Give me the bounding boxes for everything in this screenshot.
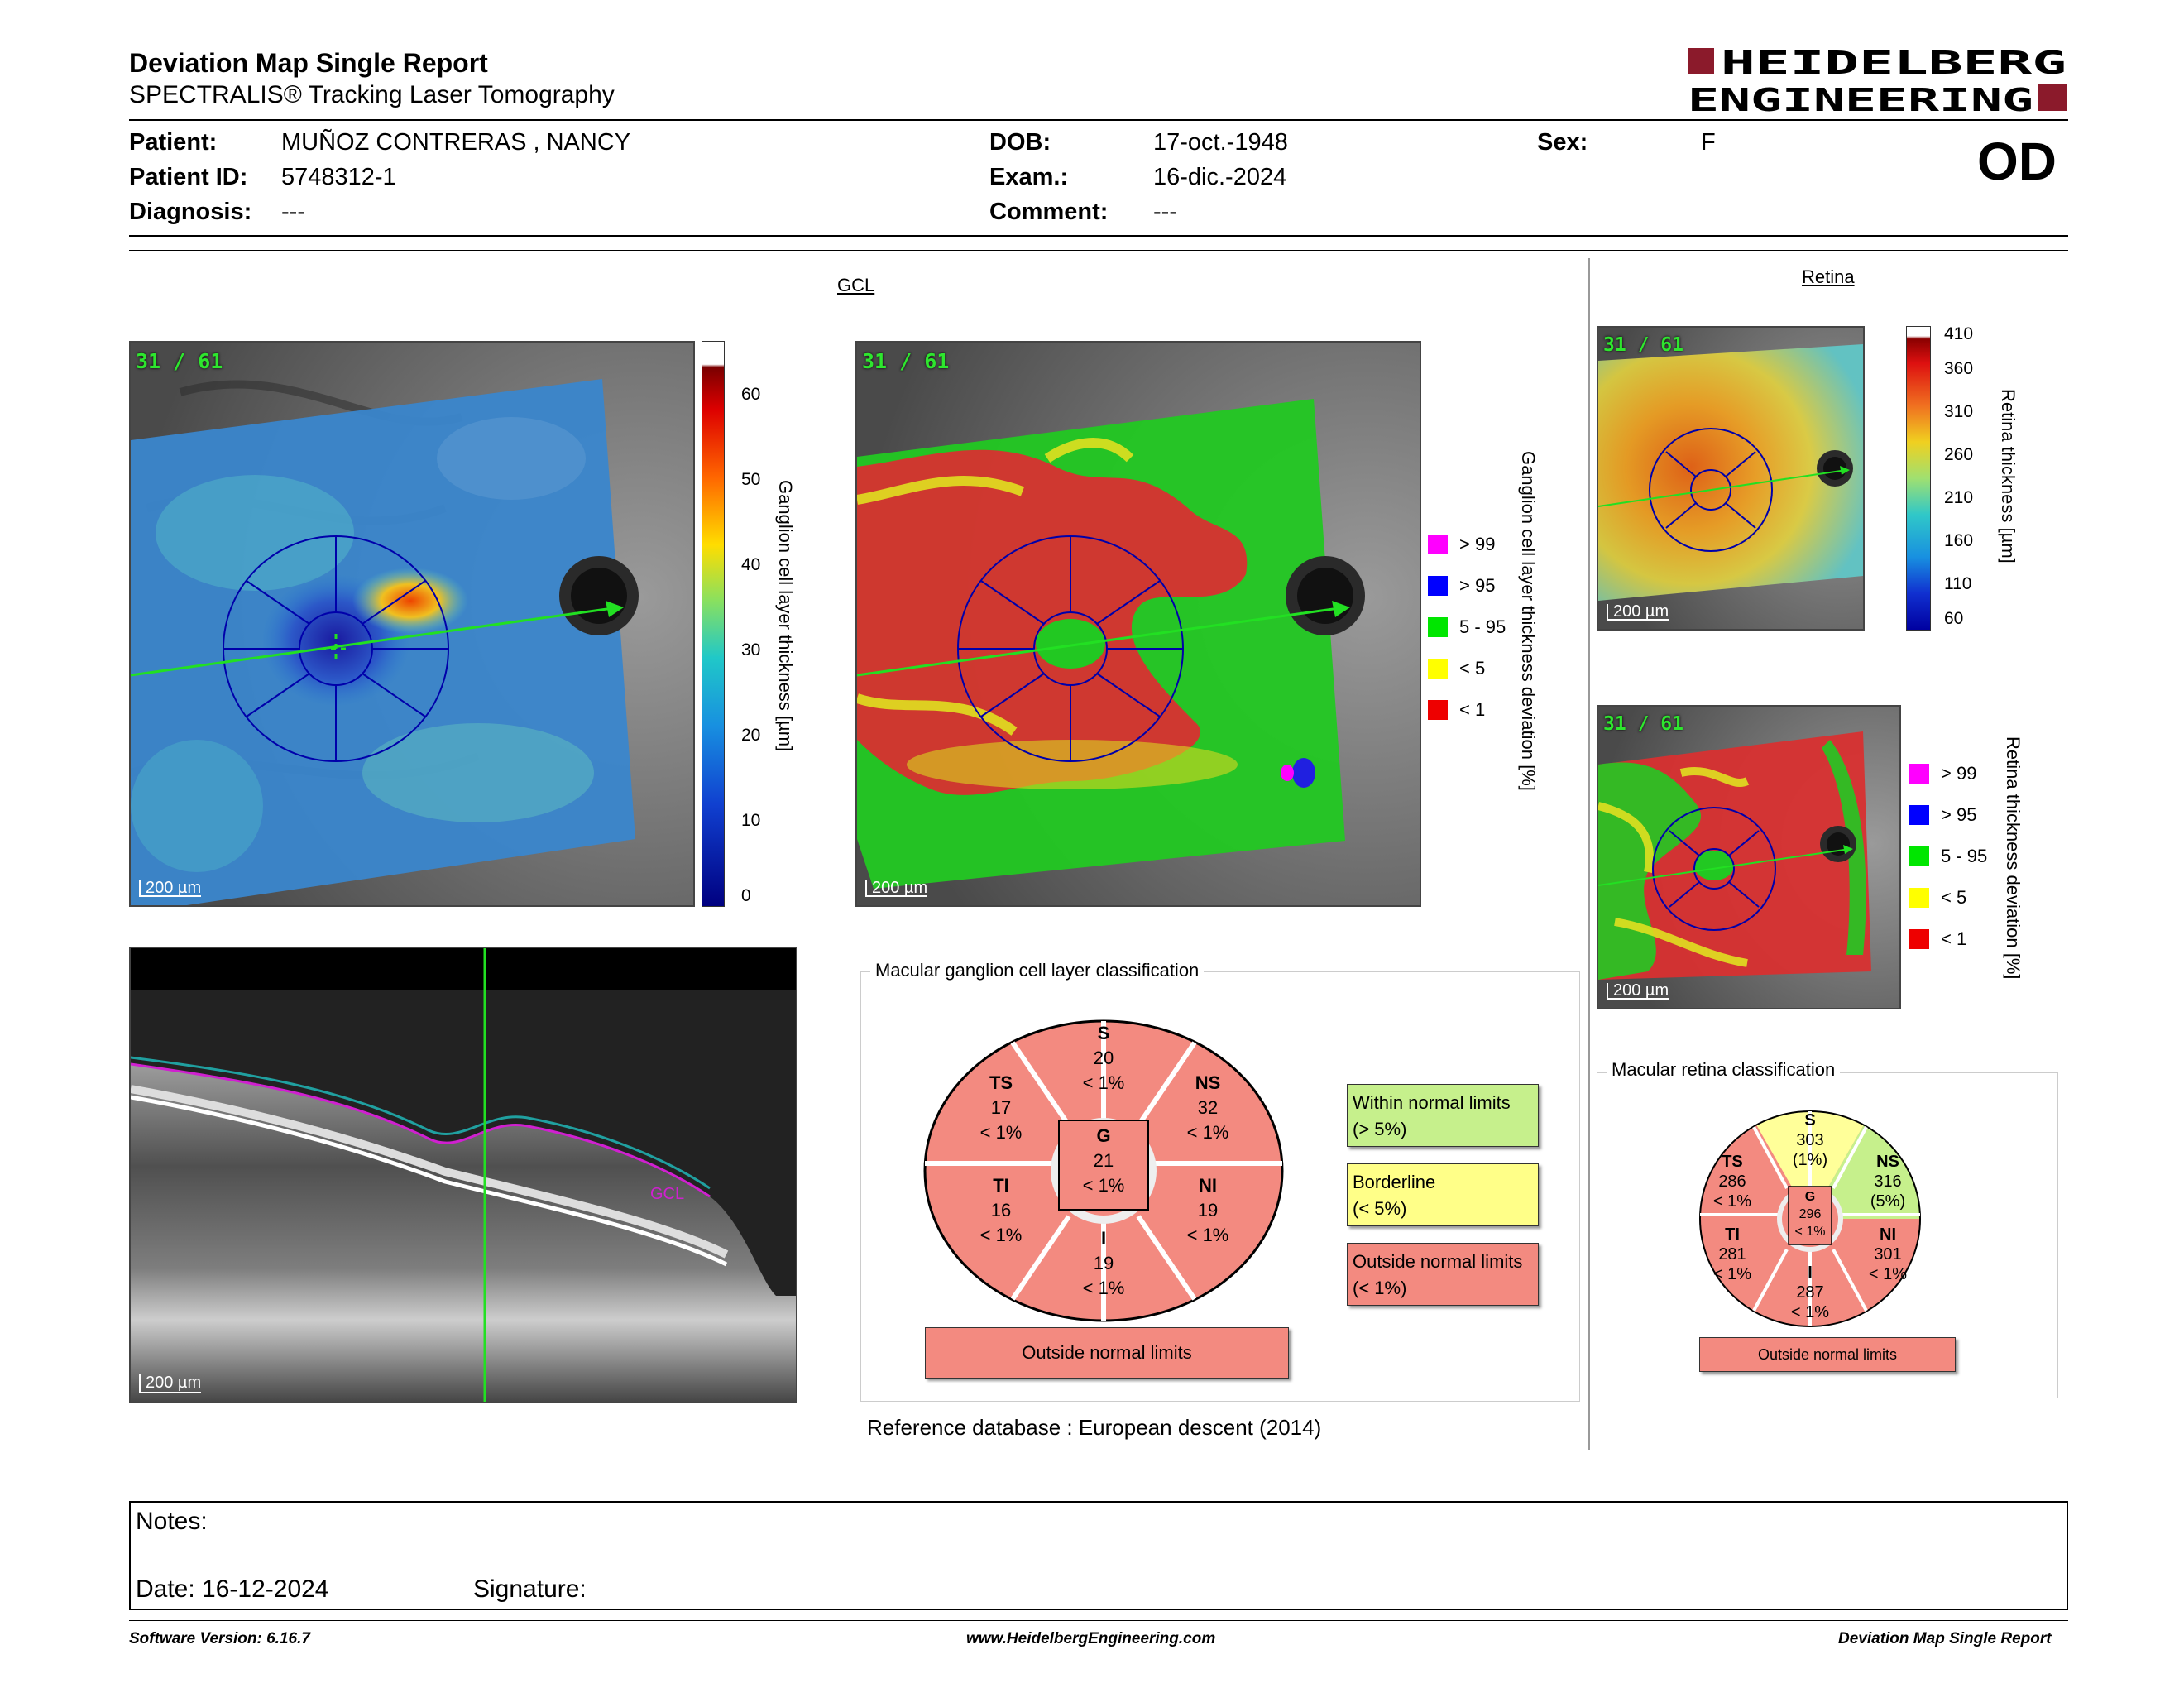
legend-swatch bbox=[1909, 764, 1929, 784]
legend-borderline: Borderline (< 5%) bbox=[1347, 1163, 1539, 1226]
gcl-tick-50: 50 bbox=[741, 470, 761, 489]
signature-label: Signature: bbox=[473, 1575, 587, 1603]
patient-divider-2 bbox=[129, 250, 2068, 251]
gcl-map-frame-badge: 31 / 61 bbox=[136, 349, 223, 373]
gcl-map-scale: 200 µm bbox=[139, 880, 201, 897]
section-divider bbox=[1588, 258, 1590, 1450]
patient-divider-1 bbox=[129, 235, 2068, 237]
retina-sector-g: G 296 < 1% bbox=[1794, 1190, 1826, 1239]
sex-value: F bbox=[1701, 129, 1716, 156]
logo-text-2: ENGINEERING bbox=[1688, 82, 2033, 116]
gcl-legend-gt99: > 99 bbox=[1428, 534, 1495, 555]
website-link[interactable]: www.HeidelbergEngineering.com bbox=[966, 1630, 1216, 1647]
retina-deviation-frame-badge: 31 / 61 bbox=[1603, 713, 1684, 735]
retina-section-title: Retina bbox=[1802, 266, 1855, 287]
retina-result-box: Outside normal limits bbox=[1699, 1337, 1956, 1372]
retina-map-scale: 200 µm bbox=[1607, 604, 1669, 621]
logo-text-1: HEIDELBERG bbox=[1721, 46, 2067, 81]
gcl-legend-lt1: < 1 bbox=[1428, 699, 1485, 721]
legend-swatch bbox=[1428, 617, 1448, 637]
exam-value: 16-dic.-2024 bbox=[1153, 164, 1287, 190]
retina-sector-ni: NI 301 < 1% bbox=[1868, 1225, 1908, 1283]
gcl-thickness-colorbar bbox=[702, 341, 725, 907]
retina-tick-360: 360 bbox=[1944, 359, 1974, 378]
retina-tick-110: 110 bbox=[1944, 574, 1972, 593]
software-version: Software Version: 6.16.7 bbox=[129, 1630, 310, 1647]
bscan-scale: 200 µm bbox=[139, 1374, 201, 1393]
legend-swatch bbox=[1428, 576, 1448, 596]
gcl-thickness-map bbox=[129, 341, 695, 907]
retina-sector-ns: NS 316 (5%) bbox=[1870, 1153, 1906, 1211]
retina-sector-i: I 287 < 1% bbox=[1790, 1264, 1830, 1321]
retina-sector-ts: TS 286 < 1% bbox=[1712, 1153, 1752, 1211]
eye-indicator: OD bbox=[1977, 132, 2057, 191]
retina-sector-ti: TI 281 < 1% bbox=[1712, 1225, 1752, 1283]
gcl-deviation-scale: 200 µm bbox=[865, 880, 927, 897]
legend-swatch bbox=[1428, 700, 1448, 720]
retina-deviation-map bbox=[1597, 705, 1901, 1009]
retina-legend-gt99: > 99 bbox=[1909, 763, 1976, 784]
retina-tick-160: 160 bbox=[1944, 531, 1974, 550]
gcl-legend-lt5: < 5 bbox=[1428, 658, 1485, 679]
gcl-sector-ni: NI 19 < 1% bbox=[1186, 1175, 1229, 1245]
patient-label: Patient: bbox=[129, 129, 218, 156]
gcl-sector-chart bbox=[922, 1018, 1286, 1324]
dob-value: 17-oct.-1948 bbox=[1153, 129, 1288, 156]
gcl-sector-g: G 21 < 1% bbox=[1082, 1125, 1125, 1196]
gcl-deviation-map bbox=[855, 341, 1421, 907]
retina-deviation-axis-label: Retina thickness deviation [%] bbox=[2003, 736, 2024, 980]
retina-thickness-map bbox=[1597, 326, 1865, 631]
gcl-tick-0: 0 bbox=[741, 886, 751, 905]
reference-database: Reference database : European descent (2014) bbox=[867, 1415, 1322, 1440]
retina-legend-lt5: < 5 bbox=[1909, 887, 1966, 909]
retina-legend-gt95: > 95 bbox=[1909, 804, 1976, 826]
retina-classification-title: Macular retina classification bbox=[1607, 1059, 1840, 1081]
retina-tick-410: 410 bbox=[1944, 324, 1974, 343]
patient-id: 5748312-1 bbox=[281, 164, 396, 190]
gcl-deviation-frame-badge: 31 / 61 bbox=[862, 349, 950, 373]
gcl-section-title: GCL bbox=[837, 275, 875, 295]
gcl-deviation-axis-label: Ganglion cell layer thickness deviation [%] bbox=[1518, 451, 1539, 791]
gcl-tick-40: 40 bbox=[741, 555, 761, 574]
legend-swatch bbox=[1909, 888, 1929, 908]
retina-map-frame-badge: 31 / 61 bbox=[1603, 334, 1684, 356]
legend-swatch bbox=[1428, 659, 1448, 679]
gcl-sector-i: I 19 < 1% bbox=[1082, 1228, 1125, 1298]
diagnosis-label: Diagnosis: bbox=[129, 199, 252, 225]
retina-tick-260: 260 bbox=[1944, 445, 1974, 464]
retina-tick-210: 210 bbox=[1944, 488, 1974, 507]
legend-swatch bbox=[1909, 846, 1929, 866]
bscan-layer-label: GCL bbox=[650, 1185, 685, 1203]
legend-within-normal: Within normal limits (> 5%) bbox=[1347, 1084, 1539, 1147]
gcl-thickness-axis-label: Ganglion cell layer thickness [µm] bbox=[775, 480, 796, 752]
diagnosis-value: --- bbox=[281, 199, 305, 225]
report-subtitle: SPECTRALIS® Tracking Laser Tomography bbox=[129, 81, 615, 108]
retina-legend-lt1: < 1 bbox=[1909, 928, 1966, 950]
comment-label: Comment: bbox=[989, 199, 1109, 225]
dob-label: DOB: bbox=[989, 129, 1051, 156]
legend-swatch bbox=[1428, 535, 1448, 554]
retina-tick-60: 60 bbox=[1944, 609, 1964, 628]
retina-tick-310: 310 bbox=[1944, 402, 1974, 421]
legend-swatch bbox=[1909, 805, 1929, 825]
gcl-tick-10: 10 bbox=[741, 811, 761, 830]
header-divider bbox=[129, 119, 2068, 121]
footer-divider bbox=[129, 1620, 2068, 1621]
gcl-legend-gt95: > 95 bbox=[1428, 575, 1495, 597]
gcl-classification-title: Macular ganglion cell layer classification bbox=[870, 960, 1204, 981]
gcl-tick-60: 60 bbox=[741, 385, 761, 404]
gcl-tick-30: 30 bbox=[741, 640, 761, 659]
retina-thickness-axis-label: Retina thickness [µm] bbox=[1998, 389, 2019, 563]
legend-outside-normal: Outside normal limits (< 1%) bbox=[1347, 1243, 1539, 1306]
comment-value: --- bbox=[1153, 199, 1177, 225]
gcl-sector-ns: NS 32 < 1% bbox=[1186, 1072, 1229, 1143]
notes-label: Notes: bbox=[136, 1508, 208, 1535]
gcl-sector-s: S 20 < 1% bbox=[1082, 1023, 1125, 1093]
footer-report-name: Deviation Map Single Report bbox=[1838, 1630, 2052, 1647]
retina-sector-s: S 303 (1%) bbox=[1792, 1111, 1828, 1169]
retina-deviation-scale: 200 µm bbox=[1607, 983, 1669, 1000]
gcl-sector-ti: TI 16 < 1% bbox=[979, 1175, 1023, 1245]
report-title: Deviation Map Single Report bbox=[129, 48, 488, 78]
patient-name: MUÑOZ CONTRERAS , NANCY bbox=[281, 129, 631, 156]
notes-box[interactable] bbox=[129, 1501, 2068, 1610]
patient-id-label: Patient ID: bbox=[129, 164, 248, 190]
oct-bscan bbox=[129, 947, 797, 1403]
gcl-sector-ts: TS 17 < 1% bbox=[979, 1072, 1023, 1143]
date-label: Date: 16-12-2024 bbox=[136, 1575, 329, 1603]
gcl-tick-20: 20 bbox=[741, 726, 761, 745]
sex-label: Sex: bbox=[1537, 129, 1588, 156]
gcl-result-box: Outside normal limits bbox=[925, 1327, 1289, 1379]
retina-sector-chart bbox=[1698, 1109, 1923, 1329]
heidelberg-logo bbox=[1688, 46, 2068, 116]
legend-swatch bbox=[1909, 929, 1929, 949]
exam-label: Exam.: bbox=[989, 164, 1069, 190]
retina-thickness-colorbar bbox=[1906, 326, 1931, 631]
retina-legend-5-95: 5 - 95 bbox=[1909, 846, 1987, 867]
gcl-legend-5-95: 5 - 95 bbox=[1428, 616, 1506, 638]
